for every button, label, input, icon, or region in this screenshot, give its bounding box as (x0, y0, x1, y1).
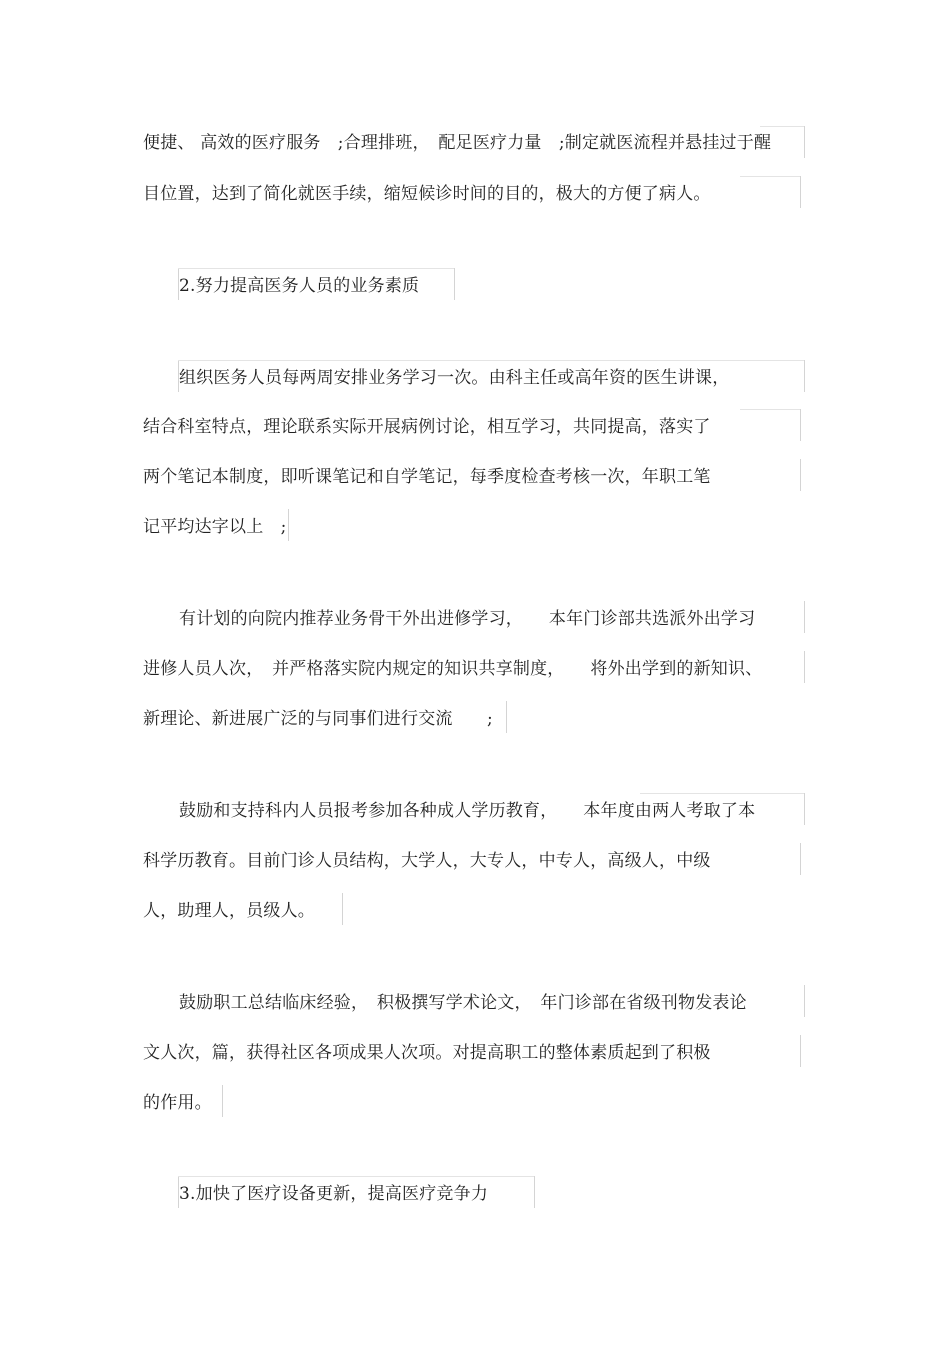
textbox-border (800, 843, 801, 875)
text-line: 两个笔记本制度，即听课笔记和自学笔记，每季度检查考核一次，年职工笔 (143, 467, 711, 487)
text-line: 的作用。 (143, 1093, 212, 1113)
textbox-border (800, 1035, 801, 1067)
textbox-border (288, 509, 289, 541)
textbox-border (760, 126, 804, 127)
textbox-border (804, 360, 805, 392)
textbox-border (178, 360, 804, 361)
textbox-border (740, 176, 800, 177)
text-line: 结合科室特点，理论联系实际开展病例讨论，相互学习，共同提高，落实了 (143, 417, 711, 437)
textbox-border (800, 176, 801, 208)
text-line: 科学历教育。目前门诊人员结构，大学人，大专人，中专人，高级人，中级 (143, 851, 711, 871)
textbox-border (804, 126, 805, 158)
textbox-border (800, 459, 801, 491)
textbox-border (800, 409, 801, 441)
section-heading: 3.加快了医疗设备更新，提高医疗竞争力 (179, 1184, 489, 1204)
textbox-border (178, 1176, 534, 1177)
textbox-border (640, 793, 804, 794)
textbox-border (804, 651, 805, 683)
text-line: 目位置，达到了简化就医手续，缩短候诊时间的目的，极大的方便了病人。 (143, 184, 711, 204)
text-line: 进修人员人次， 并严格落实院内规定的知识共享制度， 将外出学到的新知识、 (143, 659, 763, 679)
text-line: 组织医务人员每两周安排业务学习一次。由科主任或高年资的医生讲课， (179, 368, 730, 388)
text-line: 鼓励和支持科内人员报考参加各种成人学历教育， 本年度由两人考取了本 (179, 801, 756, 821)
textbox-border (342, 893, 343, 925)
text-line: 便捷、 高效的医疗服务 ;合理排班， 配足医疗力量 ;制定就医流程并悬挂过于醒 (143, 133, 772, 153)
section-heading: 2.努力提高医务人员的业务素质 (179, 276, 420, 296)
textbox-border (178, 360, 179, 392)
text-line: 文人次，篇，获得社区各项成果人次项。对提高职工的整体素质起到了积极 (143, 1043, 711, 1063)
textbox-border (178, 268, 179, 300)
textbox-border (178, 1176, 179, 1208)
textbox-border (804, 793, 805, 825)
textbox-border (454, 268, 455, 300)
textbox-border (804, 601, 805, 633)
textbox-border (534, 1176, 535, 1208)
text-line: 有计划的向院内推荐业务骨干外出进修学习， 本年门诊部共选派外出学习 (179, 609, 756, 629)
text-line: 人，助理人，员级人。 (143, 901, 315, 921)
text-line: 记平均达字以上 ; (143, 517, 287, 537)
text-line: 新理论、新进展广泛的与同事们进行交流 ; (143, 709, 493, 729)
textbox-border (804, 985, 805, 1017)
text-line: 鼓励职工总结临床经验， 积极撰写学术论文， 年门诊部在省级刊物发表论 (179, 993, 747, 1013)
textbox-border (178, 268, 454, 269)
textbox-border (222, 1085, 223, 1117)
textbox-border (506, 701, 507, 733)
textbox-border (740, 409, 800, 410)
